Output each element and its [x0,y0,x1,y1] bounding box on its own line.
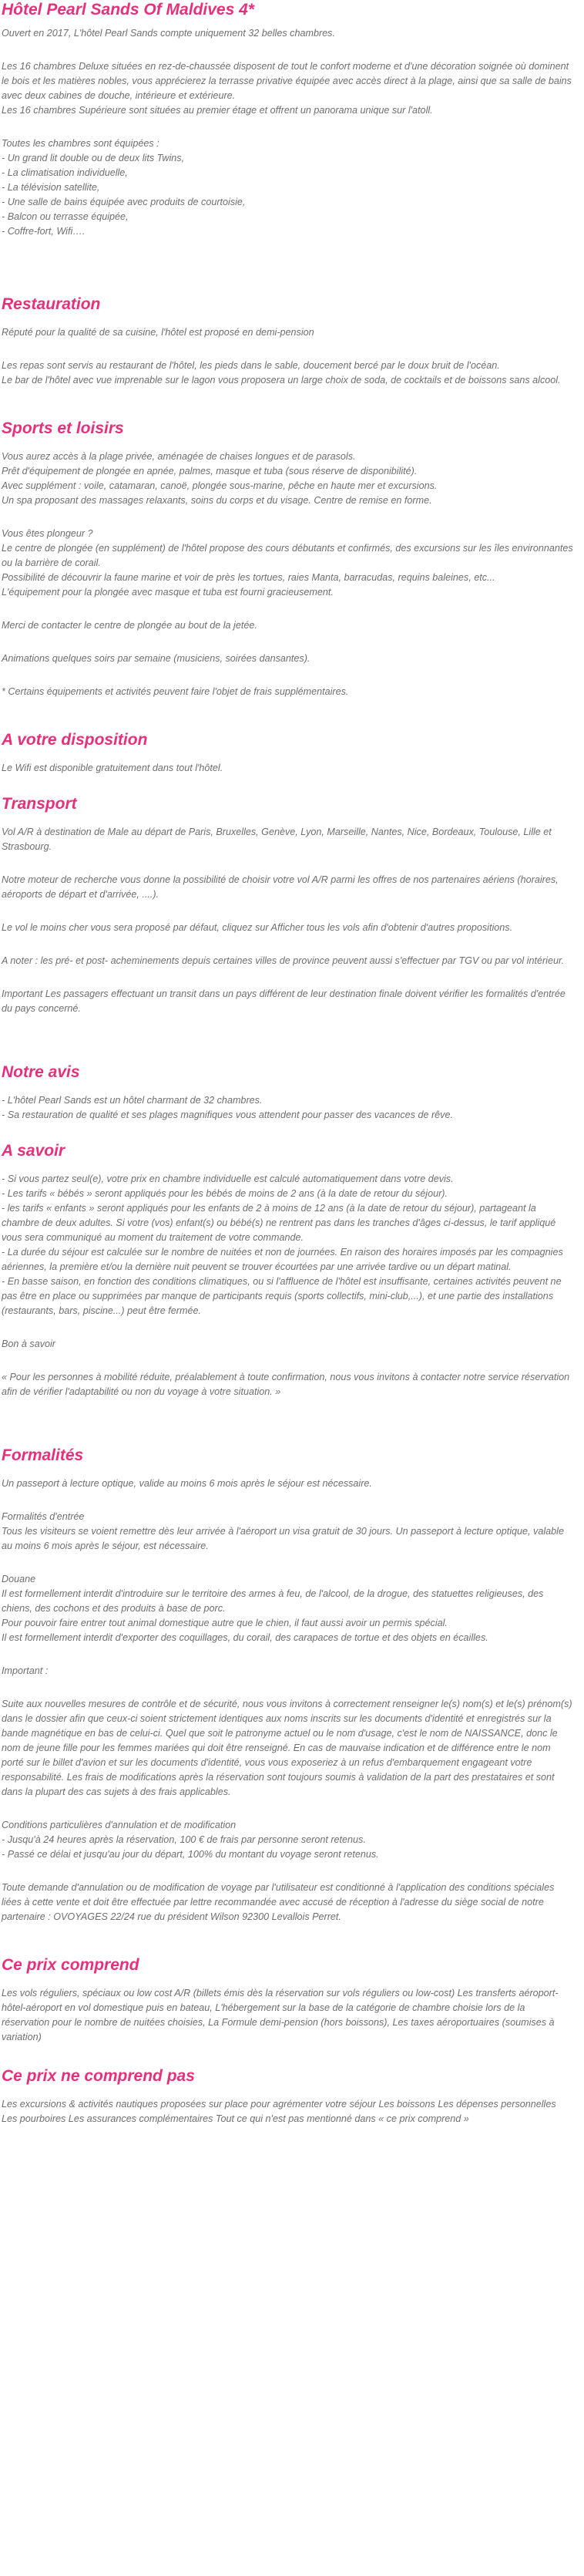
wifi-text: Le Wifi est disponible gratuitement dans tout l'hôtel. [2,763,223,773]
prix-non-compris-title: Ce prix ne comprend pas [2,2067,195,2085]
transport-search-engine: Notre moteur de recherche vous donne la possibilité de choisir votre vol A/R parmi les offres de nos partenaires aériens (horaires, aéroports de départ et d'arrivée, ....). [2,874,559,900]
savoir-line: - Si vous partez seul(e), votre prix en chambre individuelle est calculé automatiquement dans votre devis. [2,1174,454,1184]
prix-comprend-text: Les vols réguliers, spéciaux ou low cost A/R (billets émis dès la réservation sur vols réguliers ou low-cost) Les transferts aéroport-hôtel-aéroport en vol domestique puis en bateau, L'hébergement sur la base de la catégorie de chambre choisie lors de la réservation pour le nombre de nuitées choisies, La Formule demi-pension (hors boissons), Les taxes aéroportuaires (soumises à variation) [2,1988,559,2042]
savoir-line: - les tarifs « enfants » seront appliqués pour les enfants de 2 à moins de 12 ans (à la date de retour du séjour), partageant la chambre de deux adultes. Si votre (vos) enfant(s) ou bébé(s) ne rentrent pas dans les tranches d'âges ci-dessus, le tarif appliqué vous sera communiqué au moment du traitement de votre commande. [2,1203,556,1243]
restauration-intro: Réputé pour la qualité de sa cuisine, l'hôtel est proposé en demi-pension [2,327,314,338]
restauration-title: Restauration [2,295,101,313]
important-label: Important : [2,1665,49,1676]
entree-block [2,1510,573,1554]
sports-line: Un spa proposant des massages relaxants, soins du corps et du visage. Centre de remise en forme. [2,495,432,506]
annulation-block [2,1818,573,1862]
diving-line: Le centre de plongée (en supplément) de l'hôtel propose des cours débutants et confirmés, des excursions sur les îles environnantes ou la barrière de corail. [2,543,573,568]
sports-section [2,419,573,699]
transport-note: A noter : les pré- et post- acheminements depuis certaines villes de province peuvent aussi s'effectuer par TGV ou par vol intérieur. [2,955,565,966]
douane-line: Il est formellement interdit d'exporter des coquillages, du corail, des carapaces de tortue et des objets en écailles. [2,1632,488,1643]
equipment-item: - La climatisation individuelle, [2,167,128,178]
transport-title: Transport [2,795,77,813]
diving-line: Vous êtes plongeur ? [2,528,93,539]
sports-title: Sports et loisirs [2,419,124,437]
sports-line: Prêt d'équipement de plongée en apnée, palmes, masque et tuba (sous réserve de disponibilité). [2,466,418,476]
restauration-text: Les repas sont servis au restaurant de l'hôtel, les pieds dans le sable, doucement bercé par le doux bruit de l'océan. [2,360,500,371]
formalites-section [2,1446,573,1924]
transport-destinations: Vol A/R à destination de Male au départ de Paris, Bruxelles, Genève, Lyon, Marseille, Nantes, Nice, Bordeaux, Toulouse, Lille et Strasbourg. [2,827,552,852]
douane-line: Pour pouvoir faire entrer tout animal domestique autre que le chien, il faut aussi avoir un permis spécial. [2,1618,448,1628]
prix-comprend-title: Ce prix comprend [2,1956,139,1974]
savoir-list [2,1172,573,1318]
animations-text: Animations quelques soirs par semaine (musiciens, soirées dansantes). [2,653,310,664]
rooms-deluxe-text: Les 16 chambres Deluxe situées en rez-de-chaussée disposent de tout le confort moderne et d'une décoration soignée où dominent le bois et les matières nobles, vous apprécierez la terrasse privative équipée avec accès direct à la plage, ainsi que sa salle de bains avec deux cabines de douche, intérieure et extérieure. [2,61,572,101]
equipment-item: - La télévision satellite, [2,182,100,193]
pmr-text: « Pour les personnes à mobilité réduite, préalablement à toute confirmation, nous vous invitons à contacter notre service réservation afin de vérifier l'adaptabilité ou non du voyage à votre situation. » [2,1372,570,1397]
sports-line: Avec supplément : voile, catamaran, canoë, plongée sous-marine, pêche en haute mer et excursions. [2,480,438,491]
avis-line: - Sa restauration de qualité et ses plages magnifiques vous attendent pour passer des vacances de rêve. [2,1110,453,1120]
annulation-line: Conditions particulières d'annulation et de modification [2,1820,237,1830]
entree-line: Tous les visiteurs se voient remettre dès leur arrivée à l'aéroport un visa gratuit de 30 jours. Un passeport à lecture optique, valable au moins 6 mois après le séjour, est nécessaire. [2,1526,564,1551]
hotel-title: Hôtel Pearl Sands Of Maldives 4* [2,1,254,19]
savoir-title: A savoir [2,1142,65,1160]
savoir-line: - En basse saison, en fonction des conditions climatiques, ou si l'affluence de l'hôtel est insuffisante, certaines activités peuvent ne pas être en place ou supprimées par manque de participants requis (sports collectifs, mini-club,...), et une partie des installations (restaurants, bars, piscine...) peut être fermée. [2,1276,562,1316]
formalites-title: Formalités [2,1446,84,1464]
equipment-item: - Balcon ou terrasse équipée, [2,211,129,222]
sports-note: * Certains équipements et activités peuvent faire l'objet de frais supplémentaires. [2,686,349,697]
disposition-section [2,730,573,776]
equipment-item: - Un grand lit double ou de deux lits Twins, [2,153,185,163]
douane-block [2,1572,573,1645]
prix-comprend-section [2,1955,573,2045]
savoir-line: - Les tarifs « bébés » seront appliqués pour les bébés de moins de 2 ans (à la date de retour du séjour). [2,1188,448,1199]
annulation-line: - Passé ce délai et jusqu'au jour du départ, 100% du montant du voyage seront retenus. [2,1849,379,1860]
avis-section [2,1062,573,1123]
rooms-superieure-text: Les 16 chambres Supérieure sont situées au premier étage et offrent un panorama unique sur l'atoll. [2,105,433,116]
disposition-title: A votre disposition [2,731,148,749]
prix-non-compris-text: Les excursions & activités nautiques proposées sur place pour agrémenter votre séjour Les boissons Les dépenses personnelles Les pourboires Les assurances complémentaires Tout ce qui n'est pas mentionné dans « ce prix comprend » [2,2099,556,2124]
avis-title: Notre avis [2,1063,80,1081]
restauration-section [2,295,573,388]
transport-cheapest: Le vol le moins cher vous sera proposé par défaut, cliquez sur Afficher tous les vols afin d'obtenir d'autres propositions. [2,922,513,933]
diving-contact: Merci de contacter le centre de plongée au bout de la jetée. [2,620,257,631]
bar-text: Le bar de l'hôtel avec vue imprenable sur le lagon vous proposera un large choix de soda, de cocktails et de boissons sans alcool. [2,375,561,386]
sports-activities [2,450,573,508]
savoir-line: - La durée du séjour est calculée sur le nombre de nuitées et non de journées. En raison des horaires imposés par les compagnies aériennes, la première et/ou la dernière nuit peuvent se trouver écourtées par une arrivée tardive ou un départ matinal. [2,1247,563,1272]
hotel-intro: Ouvert en 2017, L'hôtel Pearl Sands compte uniquement 32 belles chambres. [2,28,335,39]
douane-line: Douane [2,1574,36,1584]
prix-non-compris-section [2,2066,573,2126]
annulation-line: - Jusqu'à 24 heures après la réservation, 100 € de frais par personne seront retenus. [2,1834,366,1845]
transport-important: Important Les passagers effectuant un transit dans un pays différent de leur destination finale doivent vérifier les formalités d'entrée du pays concerné. [2,988,566,1014]
hotel-section [2,0,573,239]
equipment-list [2,151,573,239]
name-rules-text: Suite aux nouvelles mesures de contrôle et de sécurité, nous vous invitons à correctement renseigner le(s) nom(s) et le(s) prénom(s) dans le dossier afin que ceux-ci soient strictement identiques aux noms inscrits sur les documents d'identité et enregistrés sur la bande magnétique en bas de celui-ci. Quel que soit le patronyme actuel ou le nom d'usage, c'est le nom de NAISSANCE, donc le nom de jeune fille pour les femmes mariées qui doit être renseigné. En cas de mauvaise indication et de différence entre le nom porté sur le billet d'avion et sur les documents d'identité, vous vous exposeriez à un refus d'embarquement engageant votre responsabilité. Les frais de modifications après la réservation sont toujours soumis à validation de la part des prestataires et sont dans la plupart des cas sujets à des frais applicables. [2,1699,572,1797]
entree-line: Formalités d'entrée [2,1511,85,1522]
equipment-item: - Une salle de bains équipée avec produits de courtoisie, [2,197,246,207]
annulation-demand-text: Toute demande d'annulation ou de modification de voyage par l'utilisateur est conditionné à l'application des conditions spéciales liées à cette vente et doit être effectuée par lettre recommandée avec accusé de réception à l'adresse du siège social de notre partenaire : OVOYAGES 22/24 rue du président Wilson 92300 Levallois Perret. [2,1882,555,1922]
sports-line: Vous aurez accès à la plage privée, aménagée de chaises longues et de parasols. [2,451,356,462]
bon-a-savoir: Bon à savoir [2,1339,56,1349]
diving-line: Possibilité de découvrir la faune marine et voir de près les tortues, raies Manta, barracudas, requins baleines, etc... [2,572,495,583]
transport-section [2,794,573,1016]
equipment-heading: Toutes les chambres sont équipées : [2,138,159,149]
douane-line: Il est formellement interdit d'introduire sur le territoire des armes à feu, de l'alcool, de la drogue, des statuettes religieuses, des chiens, des cochons et des produits à base de porc. [2,1588,544,1614]
avis-line: - L'hôtel Pearl Sands est un hôtel charmant de 32 chambres. [2,1095,263,1106]
diving-line: L'équipement pour la plongée avec masque et tuba est fourni gracieusement. [2,587,334,598]
savoir-section [2,1141,573,1399]
passport-text: Un passeport à lecture optique, valide au moins 6 mois après le séjour est nécessaire. [2,1478,372,1489]
diving-info [2,527,573,600]
equipment-item: - Coffre-fort, Wifi…. [2,226,86,237]
